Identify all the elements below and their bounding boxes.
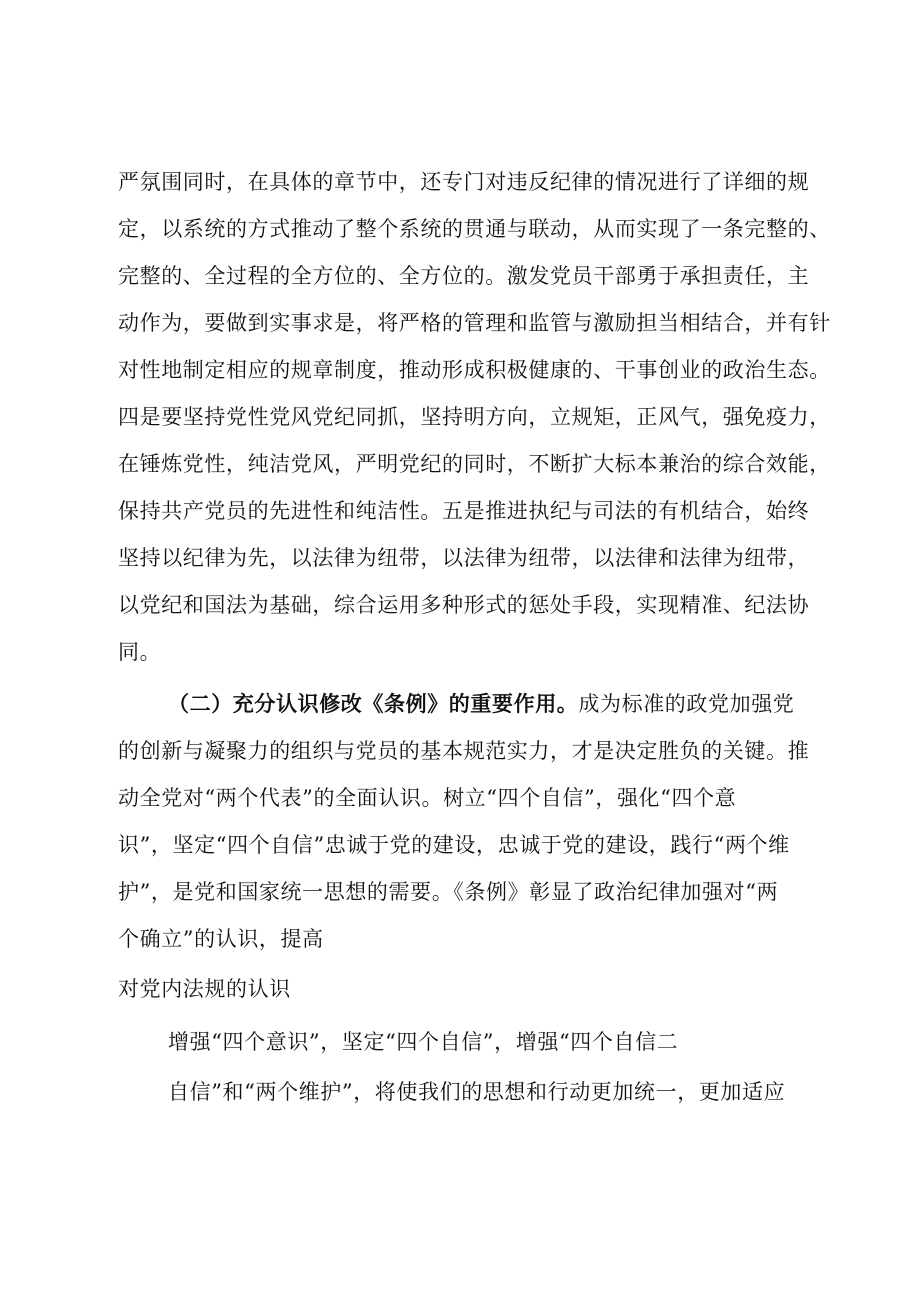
body-line-16: 个确立”的认识，提高	[118, 927, 324, 951]
fragment-line-3: 自信”和“两个维护”，将使我们的思想和行动更加统一，更加适应	[168, 1080, 786, 1104]
body-line-10: 以党纪和国法为基础，综合运用多种形式的惩处手段，实现精准、纪法协	[118, 593, 810, 617]
section-heading: （二）充分认识修改《条例》的重要作用。	[168, 691, 579, 716]
body-line-7: 在锤炼党性，纯洁党风，严明党纪的同时，不断扩大标本兼治的综合效能，	[118, 452, 831, 476]
section-heading-continuation: 成为标准的政党加强党	[578, 692, 795, 716]
body-line-14: 识”，坚定“四个自信”忠诚于党的建设，忠诚于党的建设，践行“两个维	[118, 833, 790, 857]
fragment-line-2: 增强“四个意识”，坚定“四个自信”，增强“四个自信二	[168, 1030, 679, 1054]
body-line-12: 的创新与凝聚力的组织与党员的基本规范实力，才是决定胜负的关键。推	[118, 739, 810, 763]
body-line-4: 动作为，要做到实事求是，将严格的管理和监管与激励担当相结合，并有针	[118, 311, 831, 335]
body-line-1: 严氛围同时，在具体的章节中，还专门对违反纪律的情况进行了详细的规	[118, 170, 810, 194]
body-line-2: 定，以系统的方式推动了整个系统的贯通与联动，从而实现了一条完整的、	[118, 217, 831, 241]
body-line-6: 四是要坚持党性党风党纪同抓，坚持明方向，立规矩，正风气，强免疫力，	[118, 405, 831, 429]
body-line-13: 动全党对“两个代表”的全面认识。树立“四个自信”，强化“四个意	[118, 786, 737, 810]
body-line-5: 对性地制定相应的规章制度，推动形成积极健康的、干事创业的政治生态。	[118, 358, 831, 382]
body-line-9: 坚持以纪律为先，以法律为纽带，以法律为纽带，以法律和法律为纽带，	[118, 546, 810, 570]
section-heading-line	[168, 690, 794, 718]
body-line-3: 完整的、全过程的全方位的、全方位的。激发党员干部勇于承担责任，主	[118, 264, 810, 288]
body-line-15: 护”，是党和国家统一思想的需要。《条例》彰显了政治纪律加强对“两	[118, 880, 779, 904]
fragment-line-1: 对党内法规的认识	[118, 977, 291, 1001]
body-line-11: 同。	[118, 640, 162, 664]
body-line-8: 保持共产党员的先进性和纯洁性。五是推进执纪与司法的有机结合，始终	[118, 499, 810, 523]
